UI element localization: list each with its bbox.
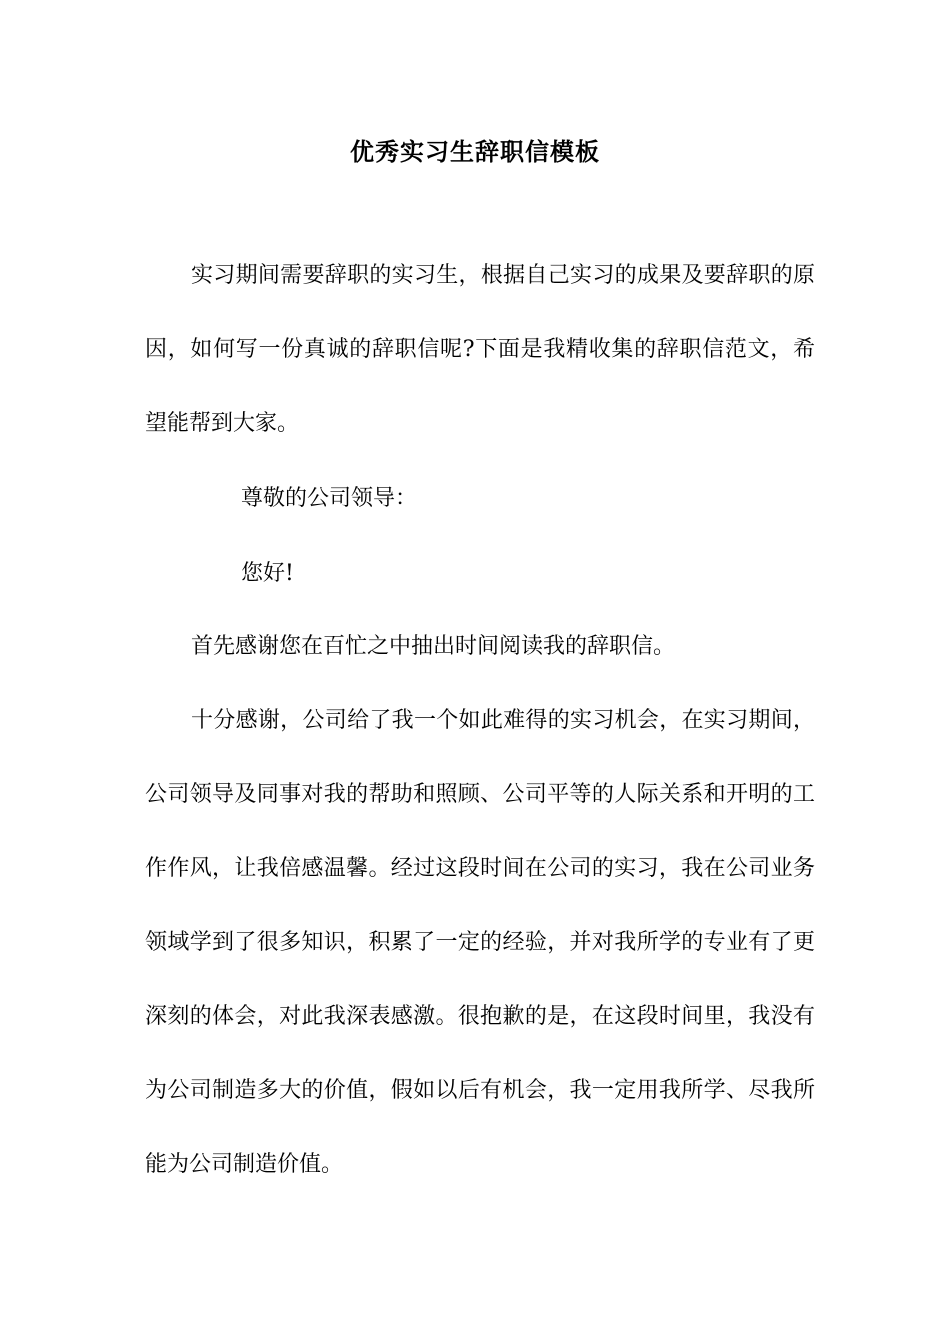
greeting-block [145,537,815,611]
paragraph-thanks-text: 首先感谢您在百忙之中抽出时间阅读我的辞职信。 [191,634,676,659]
paragraph-thanks [145,610,815,684]
paragraph-main [145,684,815,1202]
greeting-text: 您好! [241,561,294,586]
salutation-text: 尊敬的公司领导： [241,486,418,511]
paragraph-main-text: 十分感谢，公司给了我一个如此难得的实习机会，在实习期间，公司领导及同事对我的帮助和照顾、公司平等的人际关系和开明的工作作风，让我倍感温馨。经过这段时间在公司的实习，我在公司业务领域学到了很多知识，积累了一定的经验，并对我所学的专业有了更深刻的体会，对此我深表感激。很抱歉的是，在这段时间里，我没有为公司制造多大的价值，假如以后有机会，我一定用我所学、尽我所能为公司制造价值。 [145,708,815,1177]
salutation-block [145,462,815,536]
intro-paragraph [145,239,815,461]
intro-text: 实习期间需要辞职的实习生，根据自己实习的成果及要辞职的原因，如何写一份真诚的辞职信呢?下面是我精收集的辞职信范文，希望能帮到大家。 [145,263,815,436]
document-title: 优秀实习生辞职信模板 [350,137,600,166]
